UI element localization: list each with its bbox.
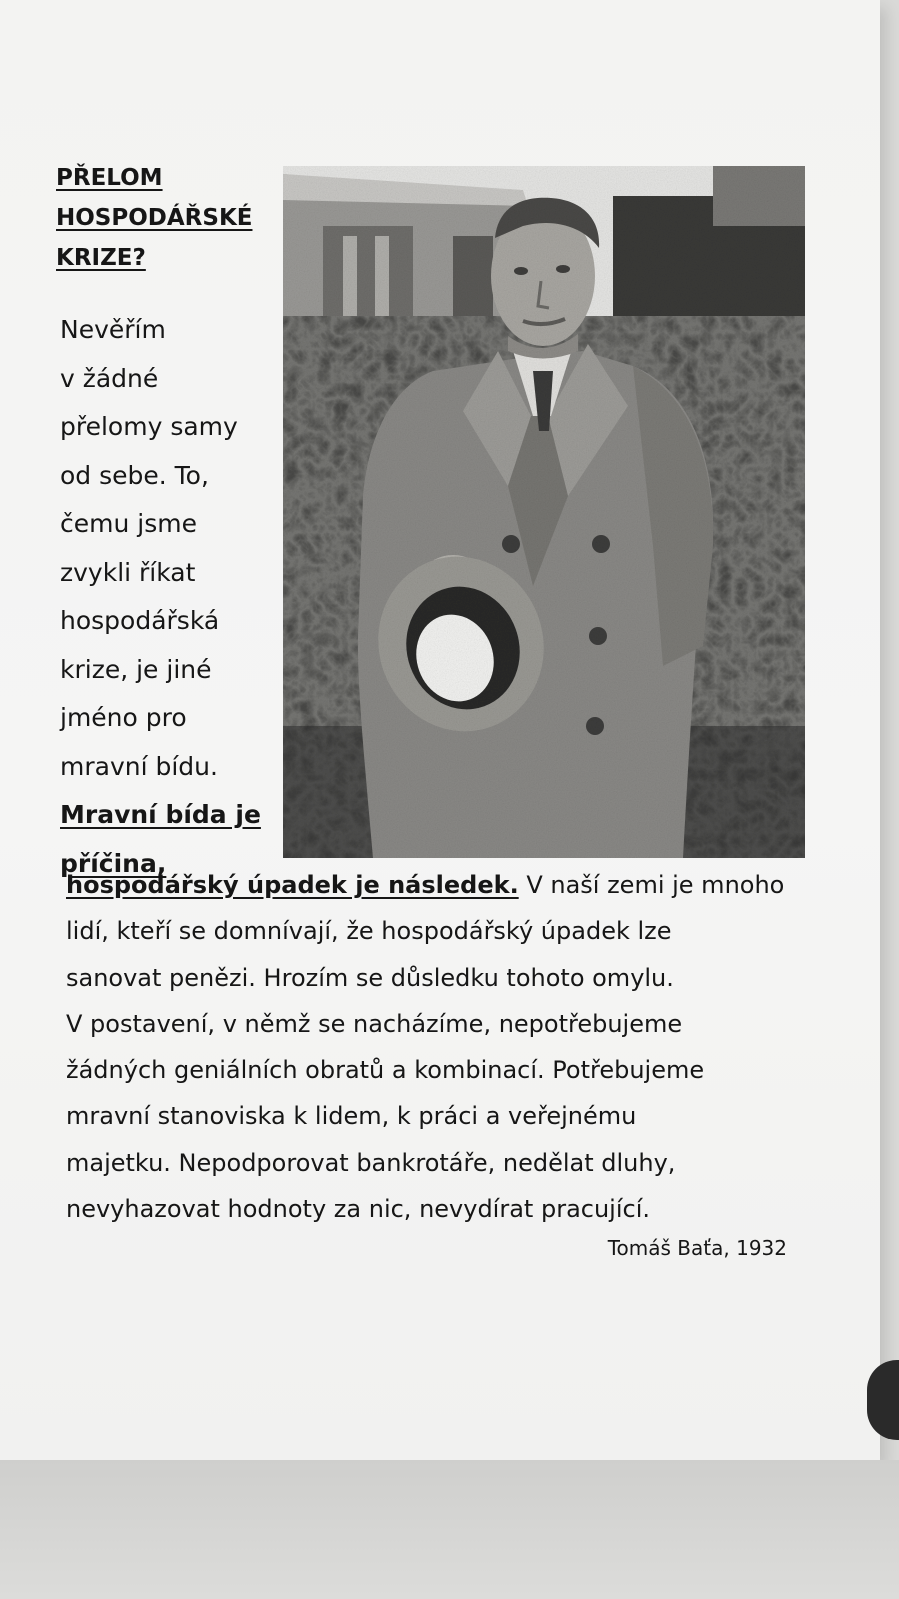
text-line: krize, je jiné [60, 654, 212, 684]
left-column-text [60, 306, 285, 888]
text-line: mravní bídu. [60, 751, 218, 781]
text-line: nevyhazovat hodnoty za nic, nevydírat pracující. [66, 1195, 651, 1224]
text-line: lidí, kteří se domnívají, že hospodářský úpadek lze [66, 917, 672, 946]
signature: Tomáš Baťa, 1932 [607, 1236, 787, 1260]
text-line-mixed [66, 862, 866, 908]
text-line: V postavení, v němž se nacházíme, nepotřebujeme [66, 1009, 683, 1038]
text-line: čemu jsme [60, 509, 197, 538]
emphasis-line: Mravní bída je [60, 800, 261, 829]
heading-line: KRIZE? [56, 245, 146, 271]
article-heading [56, 158, 276, 278]
text-line: sanovat penězi. Hrozím se důsledku tohoto omylu. [66, 963, 674, 992]
text-line: majetku. Nepodporovat bankrotáře, nedělat dluhy, [66, 1148, 676, 1177]
portrait-illustration [283, 166, 805, 858]
text-line: přelomy samy [60, 412, 238, 441]
emphasis-tail: hospodářský úpadek je následek. [66, 871, 519, 899]
text-line: v žádné [60, 363, 159, 393]
heading-line: HOSPODÁŘSKÉ [56, 205, 253, 231]
full-width-text [66, 862, 866, 1232]
emphasis-line: příčina, [60, 848, 167, 878]
text-line: zvykli říkat [60, 557, 196, 587]
text-line: od sebe. To, [60, 460, 209, 490]
text-line: Nevěřím [60, 315, 166, 344]
text-line: jméno pro [60, 703, 187, 732]
body-tail: V naší zemi je mnoho [518, 871, 785, 899]
text-line: mravní stanoviska k lidem, k práci a veřejnému [66, 1102, 637, 1131]
text-line: žádných geniálních obratů a kombinací. Potřebujeme [66, 1056, 705, 1085]
table-surface [0, 1460, 899, 1599]
portrait-photo [283, 166, 805, 858]
text-line: hospodářská [60, 606, 220, 635]
heading-line: PŘELOM [56, 165, 163, 191]
